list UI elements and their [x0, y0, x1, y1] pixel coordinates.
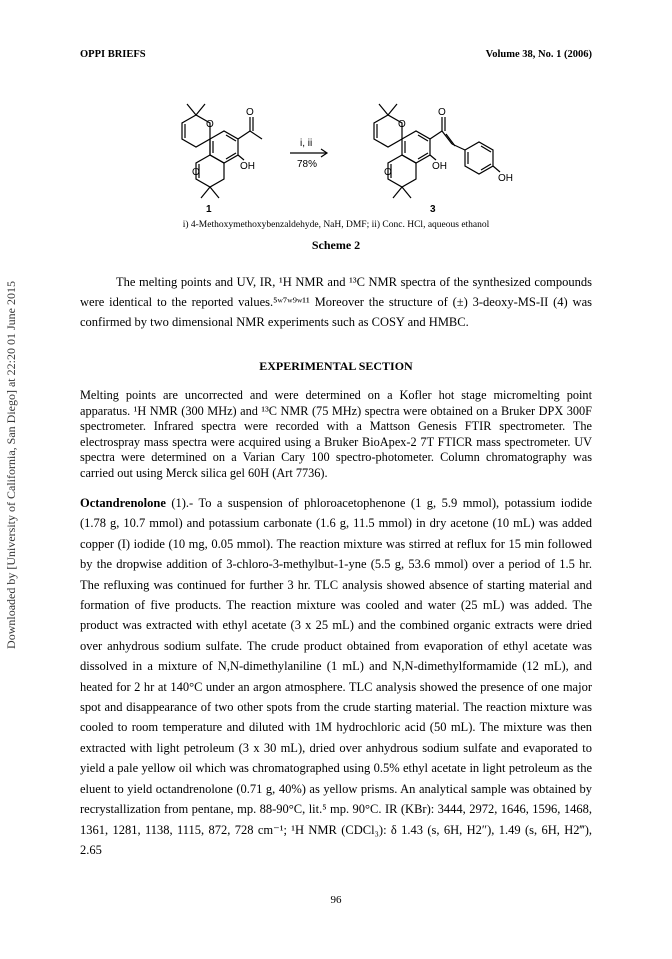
- atom-label-o: O: [438, 107, 446, 118]
- arrow-yield: 78%: [297, 159, 318, 170]
- atom-label-o: O: [206, 119, 214, 130]
- compound-1-structure: [182, 104, 262, 198]
- atom-label-oh: OH: [432, 161, 447, 172]
- body-paragraph-2: Melting points are uncorrected and were determined on a Kofler hot stage micromelting point apparatus. ¹H NMR (300 MHz) and ¹³C NMR (75 MHz) spectra were obtained on a Bruker DPX 300F spectrometer. Infrared spectra were recorded with a Mattson Genesis FTIR spectrometer. The electrospray mass spectra were acquired using a Bruker BioApex-2 7T FTICR mass spectrometer. UV spectra were determined on a Varian Cary 100 spectro-photometer. Column chromatography was carried out using Merck silica gel 60H (Art 7736).: [80, 388, 592, 480]
- compound-label-3: 3: [430, 204, 436, 215]
- atom-label-oh: OH: [498, 173, 513, 184]
- atom-label-o: O: [398, 119, 406, 130]
- download-watermark: Downloaded by [University of California, San Diego] at 22:20 01 June 2015: [4, 281, 18, 649]
- running-header-journal: OPPI BRIEFS: [80, 49, 146, 60]
- compound-3-structure: [374, 104, 500, 198]
- arrow-reagents: i, ii: [300, 138, 313, 149]
- body-paragraph-1: The melting points and UV, IR, ¹H NMR and ¹³C NMR spectra of the synthesized compounds were identical to the reported values.⁵ʷ⁷ʷ⁹ʷ¹¹ Moreover the structure of (±) 3-deoxy-MS-II (4) was confirmed by two dimensional NMR experiments such as COSY and HMBC.: [80, 275, 592, 329]
- section-heading: EXPERIMENTAL SECTION: [259, 359, 413, 373]
- atom-label-oh: OH: [240, 161, 255, 172]
- scheme-title: Scheme 2: [311, 238, 361, 252]
- atom-label-o: O: [246, 107, 254, 118]
- reaction-scheme: [0, 0, 672, 220]
- atom-label-o: O: [384, 167, 392, 178]
- running-header-volume: Volume 38, No. 1 (2006): [485, 49, 592, 60]
- compound-name-lead: Octandrenolone: [80, 496, 166, 510]
- compound-number-lead: (1).-: [165, 496, 199, 510]
- procedure-text: To a suspension of phloroacetophenone (1 g, 5.9 mmol), potassium iodide (1.78 g, 10.7 mmol) and potassium carbonate (1.6 g, 11.5 mmol) in dry acetone (10 mL) was added copper (I) iodide (10 mg, 0.05 mmol). The reaction mixture was stirred at reflux for 15 min followed by the dropwise addition of 3-chloro-3-methylbut-1-yne (5.5 g, 53.6 mmol) over a period of 1.5 hr. The refluxing was continued for further 3 hr. TLC analysis showed absence of starting material and formation of five products. The reaction mixture was cooled and water (25 mL) was added. The product was extracted with ethyl acetate (3 x 25 mL) and the combined organic extracts were dried over anhydrous sodium sulfate. The crude product obtained from evaporation of ethyl acetate was dissolved in a mixture of N,N-dimethylaniline (1 mL) and N,N-dimethylformamide (12 mL), and heated for 2 hr at 140°C under an argon atmosphere. TLC analysis showed the presence of one major spot and disappearance of two other spots from the crude starting material. The reaction mixture was cooled to room temperature and diluted with 1M hydrochloric acid (50 mL). The mixture was then extracted with light petroleum (3 x 30 mL), dried over anhydrous sodium sulfate and evaporated to yield a pale yellow oil which was chromatographed using 0.5% ethyl acetate in light petroleum as the eluent to yield octandrenolone (0.71 g, 40%) as yellow prisms. An analytical sample was obtained by recrystallization from pentane, mp. 88-90°C, lit.⁵ mp. 90°C. IR (KBr): 3444, 2972, 1646, 1596, 1468, 1361, 1281, 1138, 1115, 872, 728 cm⁻¹; ¹H NMR (CDCl₃): δ 1.43 (s, 6H, H2″), 1.49 (s, 6H, H2‴), 2.65: [80, 496, 593, 857]
- compound-label-1: 1: [206, 204, 212, 215]
- body-paragraph-3: [80, 493, 592, 860]
- scheme-caption: i) 4-Methoxymethoxybenzaldehyde, NaH, DMF; ii) Conc. HCl, aqueous ethanol: [182, 220, 490, 230]
- atom-label-o: O: [192, 167, 200, 178]
- page-number: 96: [330, 894, 342, 906]
